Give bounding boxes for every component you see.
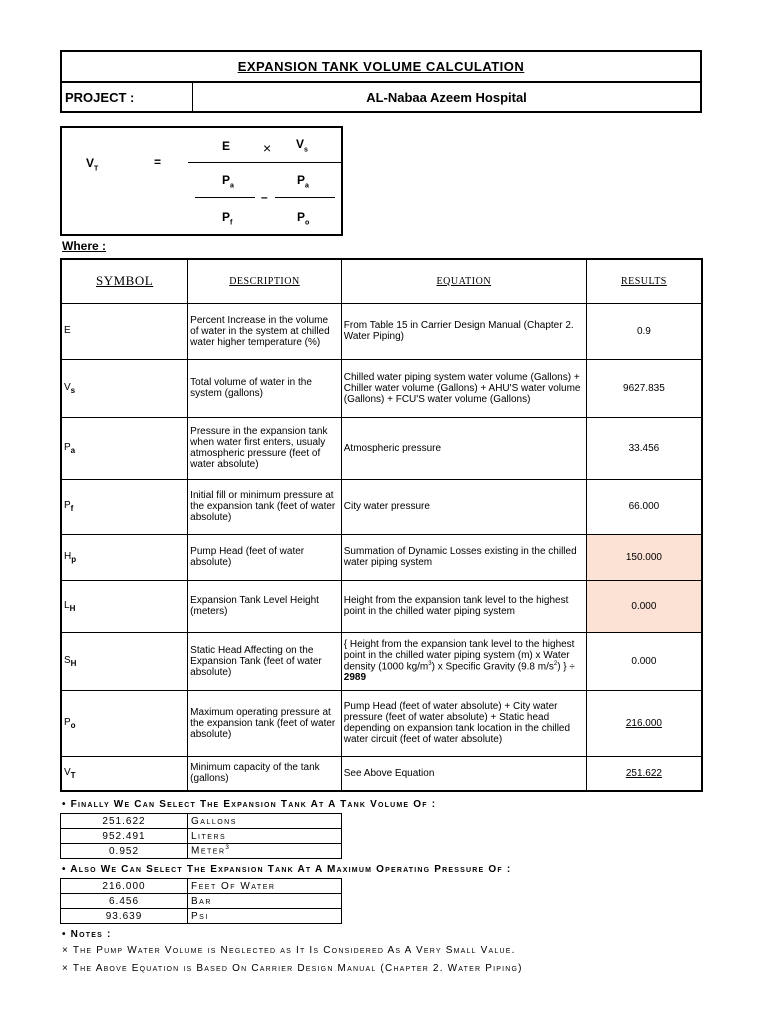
description-cell: Minimum capacity of the tank (gallons) — [188, 756, 342, 791]
note-item: × The Above Equation is Based On Carrier Design Manual (Chapter 2. Water Piping) — [62, 963, 523, 974]
equation-cell: Summation of Dynamic Losses existing in the chilled water piping system — [341, 534, 586, 580]
formula-box — [60, 126, 343, 236]
project-name: AL-Nabaa Azeem Hospital — [366, 89, 527, 105]
volume-heading: • Finally We Can Select The Expansion Tank At A Tank Volume Of : — [62, 799, 437, 810]
equation-cell: Pump Head (feet of water absolute) + City water pressure (feet of water absolute) + Static head depending on expansion tank location in the chilled water circuit (feet of water absolute) — [341, 690, 586, 756]
symbol-cell: $L_H$ — [61, 580, 188, 632]
formula-vs: $V_s$ — [296, 137, 308, 154]
description-cell: Expansion Tank Level Height (meters) — [188, 580, 342, 632]
symbol-cell: $P_a$ — [61, 417, 188, 479]
table-row — [61, 303, 702, 359]
header-equation: EQUATION — [341, 259, 586, 303]
symbol-cell: $P_f$ — [61, 479, 188, 534]
equation-cell: { Height from the expansion tank level to the highest point in the chilled water piping system (m) x Water density (1000 $kg/m^3$) x Specific Gravity (9.8 $m/s^2$) } ÷ 2989 — [341, 632, 586, 690]
description-cell: Pressure in the expansion tank when water first enters, usualy atmospheric pressure (feet of water absolute) — [188, 417, 342, 479]
table-row — [61, 756, 702, 791]
symbol-cell: $S_H$ — [61, 632, 188, 690]
result-cell: 0.9 — [586, 303, 702, 359]
description-cell: Pump Head (feet of water absolute) — [188, 534, 342, 580]
value-cell: 952.491 — [61, 829, 188, 844]
result-cell: 33.456 — [586, 417, 702, 479]
formula-po: $P_o$ — [297, 210, 310, 227]
result-cell: 66.000 — [586, 479, 702, 534]
equation-cell: See Above Equation — [341, 756, 586, 791]
description-cell: Percent Increase in the volume of water in the system at chilled water higher temperature (%) — [188, 303, 342, 359]
formula-minus: – — [261, 190, 268, 204]
formula-lhs: $V_T$ — [86, 156, 99, 173]
result-cell: 251.622 — [586, 756, 702, 791]
result-cell: 9627.835 — [586, 359, 702, 417]
table-header-row — [61, 259, 702, 303]
equation-cell: From Table 15 in Carrier Design Manual (Chapter 2. Water Piping) — [341, 303, 586, 359]
unit-cell: Gallons — [188, 814, 342, 829]
header-description: DESCRIPTION — [188, 259, 342, 303]
symbol-cell: $V_s$ — [61, 359, 188, 417]
result-cell-input[interactable]: 150.000 — [586, 534, 702, 580]
table-row — [61, 879, 342, 894]
equation-cell: Atmospheric pressure — [341, 417, 586, 479]
unit-cell: Bar — [188, 894, 342, 909]
header-symbol: SYMBOL — [61, 259, 188, 303]
project-label: PROJECT : — [62, 83, 193, 111]
table-row — [61, 844, 342, 859]
formula-sub-line-2 — [275, 197, 335, 198]
value-cell: 93.639 — [61, 909, 188, 924]
description-cell: Total volume of water in the system (gallons) — [188, 359, 342, 417]
description-cell: Static Head Affecting on the Expansion Tank (feet of water absolute) — [188, 632, 342, 690]
symbol-cell: E — [61, 303, 188, 359]
parameters-table — [60, 258, 703, 792]
unit-cell: Feet Of Water — [188, 879, 342, 894]
sheet-title: EXPANSION TANK VOLUME CALCULATION — [60, 50, 702, 83]
result-cell: 216.000 — [586, 690, 702, 756]
value-cell: 251.622 — [61, 814, 188, 829]
description-cell: Maximum operating pressure at the expansion tank (feet of water absolute) — [188, 690, 342, 756]
result-cell: 0.000 — [586, 632, 702, 690]
table-row — [61, 417, 702, 479]
result-cell-input[interactable]: 0.000 — [586, 580, 702, 632]
table-row — [61, 632, 702, 690]
symbol-cell: $V_T$ — [61, 756, 188, 791]
project-row — [60, 83, 702, 113]
table-row — [61, 814, 342, 829]
note-item: × The Pump Water Volume is Neglected as It Is Considered As A Very Small Value. — [62, 945, 516, 956]
table-row — [61, 690, 702, 756]
formula-pf: $P_f$ — [222, 210, 233, 227]
unit-cell: Meter$^3$ — [188, 844, 342, 859]
table-row — [61, 580, 702, 632]
unit-cell: Psi — [188, 909, 342, 924]
table-row — [61, 894, 342, 909]
formula-times: × — [263, 140, 272, 156]
equation-cell: City water pressure — [341, 479, 586, 534]
value-cell: 0.952 — [61, 844, 188, 859]
symbol-cell: $P_o$ — [61, 690, 188, 756]
formula-fraction-line — [188, 162, 343, 163]
pressure-heading: • Also We Can Select The Expansion Tank At A Maximum Operating Pressure Of : — [62, 864, 512, 875]
pressure-table — [60, 878, 342, 924]
table-row — [61, 534, 702, 580]
formula-pa-1: $P_a$ — [222, 173, 234, 190]
table-row — [61, 359, 702, 417]
symbol-cell: $H_p$ — [61, 534, 188, 580]
formula-e: E — [222, 139, 231, 153]
equation-cell: Chilled water piping system water volume (Gallons) + Chiller water volume (Gallons) + AHU'S water volume (Gallons) + FCU'S water volume (Gallons) — [341, 359, 586, 417]
value-cell: 216.000 — [61, 879, 188, 894]
description-cell: Initial fill or minimum pressure at the expansion tank (feet of water absolute) — [188, 479, 342, 534]
header-results: RESULTS — [586, 259, 702, 303]
volume-table — [60, 813, 342, 859]
equation-cell: Height from the expansion tank level to the highest point in the chilled water piping system — [341, 580, 586, 632]
table-row — [61, 829, 342, 844]
where-label: Where : — [62, 239, 107, 253]
table-row — [61, 909, 342, 924]
notes-heading: • Notes : — [62, 929, 112, 940]
value-cell: 6.456 — [61, 894, 188, 909]
formula-sub-line-1 — [195, 197, 255, 198]
table-row — [61, 479, 702, 534]
unit-cell: Liters — [188, 829, 342, 844]
formula-equals: = — [154, 155, 162, 169]
formula-pa-2: $P_a$ — [297, 173, 309, 190]
